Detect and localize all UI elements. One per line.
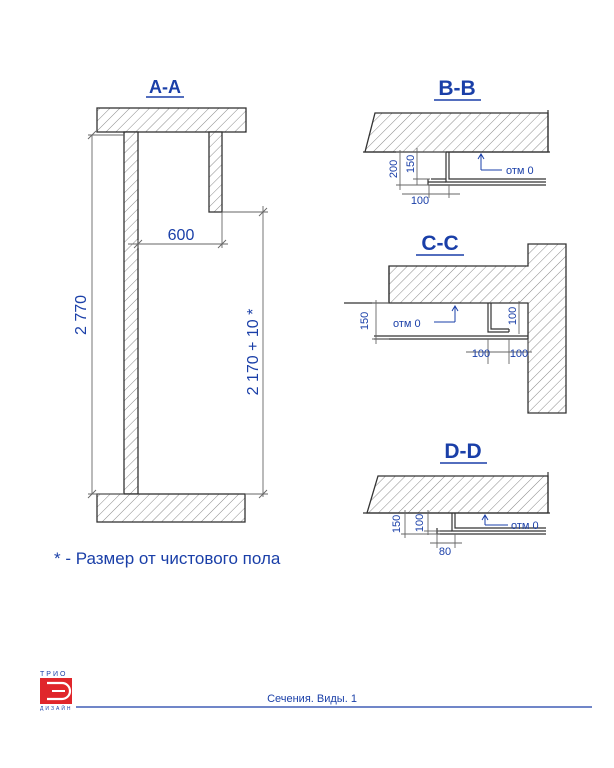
footnote: * - Размер от чистового пола [54, 549, 281, 568]
aa-floor-slab [97, 494, 245, 522]
bb-dim-200: 200 [388, 159, 400, 179]
title-block [40, 671, 592, 712]
dd-dim-80: 80 [438, 546, 452, 558]
aa-left-wall [124, 132, 138, 494]
section-aa [73, 77, 268, 522]
dd-dim-150: 150 [391, 514, 403, 534]
cc-dim-100a: 100 [471, 348, 491, 360]
dd-ceiling [367, 476, 548, 513]
section-dd [363, 440, 550, 558]
dd-dim-100: 100 [414, 513, 426, 533]
cc-dim-150: 150 [359, 311, 371, 331]
aa-drop-soffit [209, 132, 222, 212]
footer-caption: Сечения. Виды. 1 [267, 693, 357, 705]
logo-bottom-text: ДИЗАЙН [40, 706, 73, 712]
cc-level-label: отм 0 [393, 318, 421, 330]
bb-dim-100: 100 [410, 195, 430, 207]
logo-mark [40, 678, 72, 704]
bb-dim-150: 150 [405, 154, 417, 174]
section-aa-title: A-A [149, 77, 181, 97]
dd-level-label: отм 0 [511, 520, 539, 532]
section-bb-title: B-B [438, 77, 476, 100]
aa-dim-600: 600 [167, 227, 195, 244]
cc-dim-100b: 100 [509, 348, 529, 360]
bb-level-label: отм 0 [506, 165, 534, 177]
section-bb [363, 77, 550, 207]
bb-ceiling [365, 113, 548, 152]
aa-ceiling-slab [97, 108, 246, 132]
section-dd-title: D-D [444, 440, 482, 463]
section-cc [344, 232, 566, 413]
section-cc-title: C-C [421, 232, 459, 255]
cc-cornice-profile [488, 303, 509, 332]
logo-top-text: ТРИО [40, 671, 68, 678]
aa-dim-height: 2 170 + 10 * [245, 308, 262, 396]
cc-dim-100v: 100 [507, 306, 519, 326]
aa-dim-total: 2 770 [73, 294, 90, 336]
